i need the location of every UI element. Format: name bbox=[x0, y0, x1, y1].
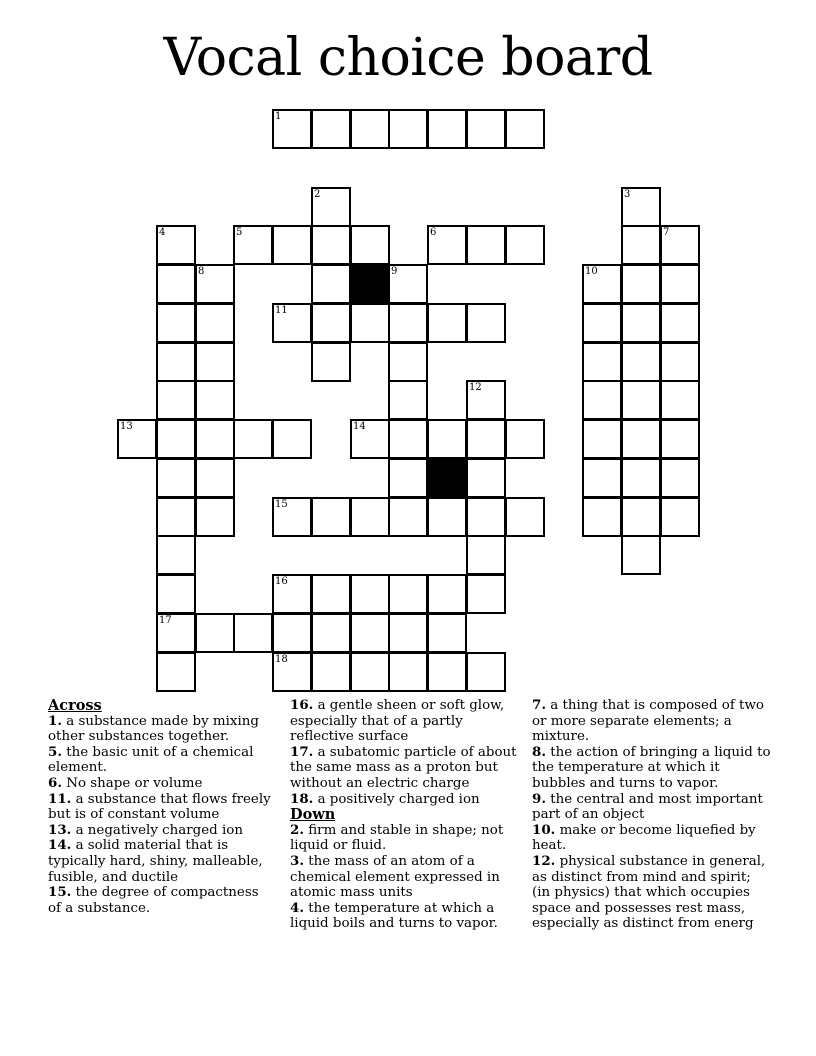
crossword-cell[interactable] bbox=[117, 419, 157, 459]
clue-number: 13 bbox=[120, 421, 133, 432]
crossword-cell[interactable] bbox=[311, 342, 351, 382]
crossword-cell[interactable] bbox=[195, 419, 235, 459]
crossword-cell[interactable] bbox=[582, 342, 622, 382]
crossword-cell[interactable] bbox=[621, 225, 661, 265]
crossword-cell[interactable] bbox=[195, 342, 235, 382]
clue-column-2 bbox=[290, 698, 518, 932]
clue-down-4: 4. the temperature at which a liquid boils and turns to vapor. bbox=[290, 899, 498, 932]
crossword-cell[interactable] bbox=[195, 497, 235, 537]
crossword-cell[interactable] bbox=[427, 574, 467, 614]
crossword-cell[interactable] bbox=[621, 187, 661, 227]
clue-number: 11 bbox=[275, 305, 288, 316]
clue-across-15: 15. the degree of compactness of a substance. bbox=[48, 884, 259, 916]
crossword-cell[interactable] bbox=[272, 419, 312, 459]
clue-number: 2 bbox=[314, 189, 321, 200]
crossword-cell[interactable] bbox=[621, 497, 661, 537]
crossword-cell[interactable] bbox=[660, 264, 700, 304]
crossword-cell[interactable] bbox=[388, 419, 428, 459]
crossword-cell[interactable] bbox=[621, 342, 661, 382]
crossword-cell[interactable] bbox=[311, 497, 351, 537]
clue-number: 7 bbox=[663, 227, 670, 238]
crossword-cell[interactable] bbox=[621, 380, 661, 420]
clue-down-12: 12. physical substance in general, as distinct from mind and spirit; (in physics) that which occupies space and possesses rest mass, especially as distinct from energ bbox=[532, 852, 766, 932]
crossword-cell[interactable] bbox=[466, 109, 506, 149]
clue-down-8: 8. the action of bringing a liquid to the temperature at which it bubbles and turns to vapor. bbox=[532, 743, 771, 791]
crossword-cell[interactable] bbox=[582, 303, 622, 343]
crossword-cell[interactable] bbox=[272, 303, 312, 343]
clue-number: 4 bbox=[159, 227, 166, 238]
crossword-cell[interactable] bbox=[388, 497, 428, 537]
crossword-cell[interactable] bbox=[660, 303, 700, 343]
crossword-cell[interactable] bbox=[195, 458, 235, 498]
black-square bbox=[427, 458, 467, 498]
crossword-cell[interactable] bbox=[660, 497, 700, 537]
crossword-cell[interactable] bbox=[350, 419, 390, 459]
crossword-cell[interactable] bbox=[427, 109, 467, 149]
clue-column-3 bbox=[532, 698, 772, 932]
black-square bbox=[350, 264, 390, 304]
clue-across-11: 11. a substance that flows freely but is of constant volume bbox=[48, 790, 271, 823]
crossword-cell[interactable] bbox=[272, 109, 312, 149]
crossword-cell[interactable] bbox=[272, 497, 312, 537]
crossword-cell[interactable] bbox=[311, 574, 351, 614]
crossword-cell[interactable] bbox=[195, 264, 235, 304]
clue-across-18: 18. a positively charged ion bbox=[290, 790, 480, 807]
crossword-cell[interactable] bbox=[466, 225, 506, 265]
crossword-cell[interactable] bbox=[350, 574, 390, 614]
clue-number: 12 bbox=[469, 382, 482, 393]
crossword-cell[interactable] bbox=[427, 303, 467, 343]
clue-number: 1 bbox=[275, 111, 282, 122]
crossword-cell[interactable] bbox=[466, 303, 506, 343]
crossword-cell[interactable] bbox=[466, 497, 506, 537]
crossword-cell[interactable] bbox=[156, 303, 196, 343]
crossword-cell[interactable] bbox=[388, 458, 428, 498]
clue-number: 17 bbox=[159, 615, 172, 626]
crossword-cell[interactable] bbox=[427, 497, 467, 537]
clue-down-7: 7. a thing that is composed of two or more separate elements; a mixture. bbox=[532, 697, 764, 745]
crossword-cell[interactable] bbox=[621, 458, 661, 498]
crossword-cell[interactable] bbox=[350, 652, 390, 692]
crossword-cell[interactable] bbox=[582, 264, 622, 304]
clue-number: 6 bbox=[430, 227, 437, 238]
crossword-cell[interactable] bbox=[466, 380, 506, 420]
crossword-cell[interactable] bbox=[272, 574, 312, 614]
crossword-cell[interactable] bbox=[427, 613, 467, 653]
crossword-cell[interactable] bbox=[388, 574, 428, 614]
crossword-cell[interactable] bbox=[582, 497, 622, 537]
page-title: Vocal choice board bbox=[163, 28, 653, 88]
clue-across-5: 5. the basic unit of a chemical element. bbox=[48, 743, 254, 776]
crossword-cell[interactable] bbox=[582, 380, 622, 420]
crossword-cell[interactable] bbox=[466, 535, 506, 575]
crossword-cell[interactable] bbox=[388, 613, 428, 653]
crossword-cell[interactable] bbox=[350, 109, 390, 149]
crossword-cell[interactable] bbox=[156, 342, 196, 382]
clue-number: 5 bbox=[236, 227, 243, 238]
crossword-cell[interactable] bbox=[311, 187, 351, 227]
clue-number: 10 bbox=[585, 266, 598, 277]
across-heading: Across bbox=[48, 697, 102, 714]
crossword-cell[interactable] bbox=[660, 380, 700, 420]
clue-across-16: 16. a gentle sheen or soft glow, especially that of a partly reflective surface bbox=[290, 697, 505, 745]
crossword-cell[interactable] bbox=[621, 535, 661, 575]
crossword-cell[interactable] bbox=[156, 225, 196, 265]
crossword-cell[interactable] bbox=[272, 652, 312, 692]
crossword-cell[interactable] bbox=[582, 458, 622, 498]
crossword-cell[interactable] bbox=[311, 225, 351, 265]
clue-column-1 bbox=[48, 698, 273, 916]
crossword-cell[interactable] bbox=[427, 225, 467, 265]
crossword-cell[interactable] bbox=[505, 109, 545, 149]
crossword-cell[interactable] bbox=[466, 419, 506, 459]
clue-across-1: 1. a substance made by mixing other substances together. bbox=[48, 712, 259, 745]
crossword-cell[interactable] bbox=[466, 574, 506, 614]
crossword-cell[interactable] bbox=[621, 419, 661, 459]
clue-number: 8 bbox=[198, 266, 205, 277]
crossword-cell[interactable] bbox=[505, 225, 545, 265]
crossword-cell[interactable] bbox=[195, 613, 235, 653]
crossword-cell[interactable] bbox=[388, 652, 428, 692]
crossword-cell[interactable] bbox=[466, 652, 506, 692]
crossword-cell[interactable] bbox=[272, 225, 312, 265]
crossword-cell[interactable] bbox=[311, 109, 351, 149]
crossword-cell[interactable] bbox=[660, 225, 700, 265]
crossword-cell[interactable] bbox=[621, 303, 661, 343]
crossword-cell[interactable] bbox=[350, 303, 390, 343]
crossword-cell[interactable] bbox=[195, 303, 235, 343]
crossword-cell[interactable] bbox=[195, 380, 235, 420]
down-heading: Down bbox=[290, 806, 336, 824]
crossword-cell[interactable] bbox=[660, 419, 700, 459]
crossword-cell[interactable] bbox=[156, 535, 196, 575]
crossword-cell[interactable] bbox=[272, 613, 312, 653]
clue-number: 15 bbox=[275, 499, 288, 510]
crossword-cell[interactable] bbox=[156, 613, 196, 653]
crossword-cell[interactable] bbox=[388, 380, 428, 420]
crossword-cell[interactable] bbox=[156, 380, 196, 420]
crossword-cell[interactable] bbox=[388, 342, 428, 382]
crossword-cell[interactable] bbox=[350, 497, 390, 537]
clue-across-6: 6. No shape or volume bbox=[48, 774, 203, 791]
crossword-cell[interactable] bbox=[388, 303, 428, 343]
clue-down-2: 2. firm and stable in shape; not liquid or fluid. bbox=[290, 821, 504, 854]
crossword-cell[interactable] bbox=[350, 225, 390, 265]
crossword-cell[interactable] bbox=[350, 613, 390, 653]
crossword-cell[interactable] bbox=[156, 652, 196, 692]
crossword-cell[interactable] bbox=[660, 458, 700, 498]
clue-number: 3 bbox=[624, 189, 631, 200]
clue-across-14: 14. a solid material that is typically hard, shiny, malleable, fusible, and ductile bbox=[48, 837, 263, 885]
crossword-cell[interactable] bbox=[427, 652, 467, 692]
crossword-cell[interactable] bbox=[427, 419, 467, 459]
crossword-cell[interactable] bbox=[660, 342, 700, 382]
crossword-cell[interactable] bbox=[311, 652, 351, 692]
crossword-cell[interactable] bbox=[156, 419, 196, 459]
crossword-cell[interactable] bbox=[156, 264, 196, 304]
clue-down-9: 9. the central and most important part of an object bbox=[532, 790, 763, 823]
crossword-cell[interactable] bbox=[233, 225, 273, 265]
clue-number: 18 bbox=[275, 654, 288, 665]
crossword-cell[interactable] bbox=[466, 458, 506, 498]
clue-number: 14 bbox=[353, 421, 366, 432]
clue-down-10: 10. make or become liquefied by heat. bbox=[532, 821, 756, 854]
crossword-cell[interactable] bbox=[388, 264, 428, 304]
clue-down-3: 3. the mass of an atom of a chemical element expressed in atomic mass units bbox=[290, 852, 500, 901]
crossword-cell[interactable] bbox=[388, 109, 428, 149]
clue-across-17: 17. a subatomic particle of about the same mass as a proton but without an electric charge bbox=[290, 743, 517, 791]
crossword-cell[interactable] bbox=[505, 419, 545, 459]
crossword-cell[interactable] bbox=[156, 574, 196, 614]
crossword-cell[interactable] bbox=[156, 497, 196, 537]
crossword-cell[interactable] bbox=[311, 264, 351, 304]
clue-number: 9 bbox=[391, 266, 398, 277]
crossword-cell[interactable] bbox=[505, 497, 545, 537]
crossword-cell[interactable] bbox=[233, 419, 273, 459]
crossword-cell[interactable] bbox=[233, 613, 273, 653]
crossword-cell[interactable] bbox=[156, 458, 196, 498]
crossword-cell[interactable] bbox=[621, 264, 661, 304]
clue-number: 16 bbox=[275, 576, 288, 587]
crossword-cell[interactable] bbox=[311, 303, 351, 343]
clue-across-13: 13. a negatively charged ion bbox=[48, 821, 243, 838]
crossword-cell[interactable] bbox=[582, 419, 622, 459]
crossword-cell[interactable] bbox=[311, 613, 351, 653]
